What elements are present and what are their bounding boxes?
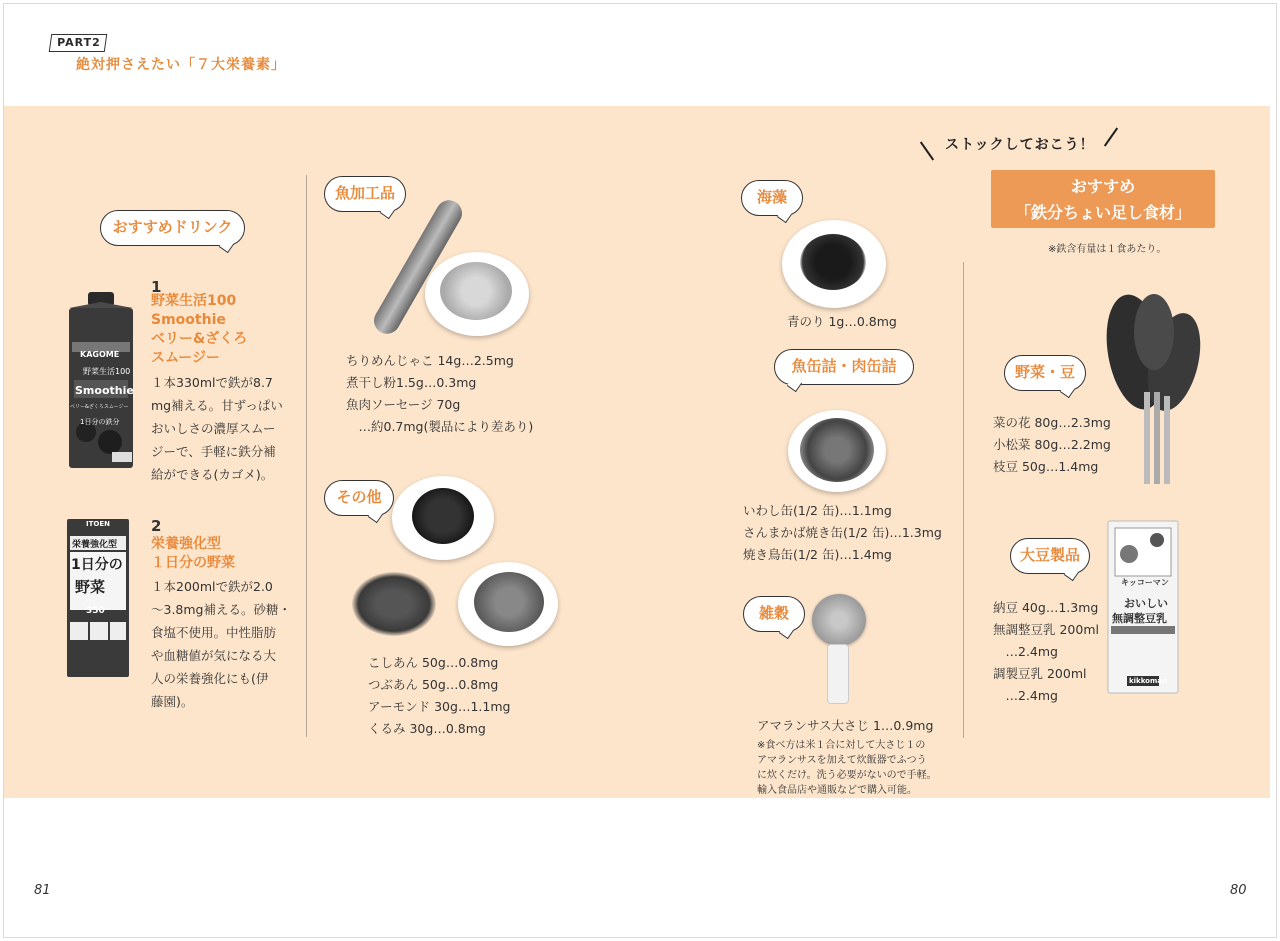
iron-content-note: ※鉄含有量は１食あたり。	[1048, 244, 1167, 255]
drink-2-desc: １本200mlで鉄が2.0 〜3.8mg補える。砂糖・ 食塩不使用。中性脂肪 や血糖値が気になる大 人の栄養強化にも(伊 藤園)。	[151, 579, 291, 709]
cans-list	[743, 500, 942, 566]
grains-note-line: ※食べ方は米１合に対して大さじ１の	[757, 740, 926, 751]
others-item: つぶあん 50g…0.8mg	[368, 677, 499, 692]
fish-item: ちりめんじゃこ 14g…2.5mg	[346, 353, 514, 368]
cans-bubble: 魚缶詰・肉缶詰	[774, 349, 914, 385]
recommend-title-1: おすすめ	[1070, 177, 1136, 196]
drink-1-number: 1	[151, 278, 162, 296]
veg-item: 菜の花 80g…2.3mg	[993, 415, 1111, 430]
komatsuna-illustration	[1096, 292, 1206, 488]
cans-item: 焼き鳥缶(1/2 缶)…1.4mg	[743, 547, 892, 562]
veg-item: 小松菜 80g…2.2mg	[993, 437, 1111, 452]
walnut-food	[474, 572, 544, 632]
kagome-smoothie-package	[66, 292, 136, 470]
recommend-title-box	[991, 170, 1215, 228]
amaranth-spoon-handle	[827, 644, 849, 704]
soy-item: 納豆 40g…1.3mg	[993, 600, 1099, 615]
itoen-line2: 1日分の	[71, 557, 123, 573]
soymilk-logo: kikkoman	[1129, 677, 1167, 685]
soy-bubble: 大豆製品	[1010, 538, 1090, 574]
others-list	[368, 652, 510, 740]
fish-item: 魚肉ソーセージ 70g	[346, 397, 461, 412]
soymilk-line2: 無調整豆乳	[1112, 612, 1167, 625]
itoen-price: 350	[86, 606, 105, 616]
divider-left	[306, 175, 307, 737]
veg-list	[993, 412, 1111, 478]
others-item: アーモンド 30g…1.1mg	[368, 699, 511, 714]
grains-note-line: アマランサスを加えて炊飯器でふつう	[757, 755, 927, 766]
veg-bubble: 野菜・豆	[1004, 355, 1086, 391]
veg-item: 枝豆 50g…1.4mg	[993, 459, 1099, 474]
others-item: くるみ 30g…0.8mg	[368, 721, 486, 736]
grains-note-line: 輸入食品店や通販などで購入可能。	[757, 785, 917, 796]
itoen-line1: 栄養強化型	[72, 540, 118, 550]
soymilk-line1: おいしい	[1124, 597, 1168, 610]
grains-note-line: に炊くだけ。洗う必要がないので手軽。	[757, 770, 937, 781]
grains-list	[757, 715, 933, 737]
divider-right	[963, 262, 964, 738]
drink-2-name: 栄養強化型 １日分の野菜	[151, 536, 235, 571]
soymilk-brand: キッコーマン	[1121, 578, 1169, 587]
soy-item: 調製豆乳 200ml	[993, 666, 1087, 681]
others-bubble: その他	[324, 480, 394, 516]
itoen-brand: ITOEN	[86, 520, 110, 528]
cans-food	[800, 418, 874, 482]
seaweed-list	[787, 311, 897, 333]
page-number-left: 81	[34, 883, 51, 898]
drink-1-name: 野菜生活100 Smoothie ベリー&ざくろ スムージー	[151, 293, 248, 366]
fish-item: …約0.7mg(製品により差あり)	[346, 419, 534, 434]
soy-item: …2.4mg	[993, 644, 1058, 659]
soy-item: 無調整豆乳 200ml	[993, 622, 1099, 637]
anko-food	[412, 488, 474, 544]
kagome-line1: 野菜生活100	[83, 367, 131, 376]
aonori-food	[800, 234, 866, 290]
drink-bubble: おすすめドリンク	[100, 210, 245, 246]
cans-item: さんまかば焼き缶(1/2 缶)…1.3mg	[743, 525, 942, 540]
page-heading: 絶対押さえたい「７大栄養素」	[76, 57, 286, 73]
jako-food	[440, 262, 512, 320]
others-item: こしあん 50g…0.8mg	[368, 655, 499, 670]
almonds	[352, 572, 436, 636]
fish-item: 煮干し粉1.5g…0.3mg	[346, 375, 477, 390]
soy-item: …2.4mg	[993, 688, 1058, 703]
stock-caption: ストックしておこう！	[945, 137, 1095, 153]
kagome-line3: ベリー&ざくろスムージー	[70, 404, 129, 410]
cans-item: いわし缶(1/2 缶)…1.1mg	[743, 503, 892, 518]
amaranth-spoon-bowl	[812, 594, 866, 646]
fish-bubble: 魚加工品	[324, 176, 406, 212]
grains-bubble: 雑穀	[743, 596, 805, 632]
page-number-right: 80	[1230, 883, 1247, 898]
kagome-line2: Smoothie	[75, 384, 134, 397]
itoen-line3: 野菜	[75, 578, 106, 596]
drink-2-number: 2	[151, 517, 162, 535]
grains-item: アマランサス大さじ 1…0.9mg	[757, 718, 934, 733]
recommend-title-2: 「鉄分ちょい足し食材」	[1014, 203, 1191, 222]
grains-note	[757, 738, 937, 798]
fish-list	[346, 350, 533, 438]
part-tag: PART2	[49, 34, 108, 52]
kagome-brand: KAGOME	[80, 350, 120, 359]
soy-list	[993, 597, 1099, 707]
drink-1-desc: １本330mlで鉄が8.7 mg補える。甘ずっぱい おいしさの濃厚スムー ジーで、手軽に鉄分補 給ができる(カゴメ)。	[151, 375, 283, 482]
kagome-line4: 1日分の鉄分	[80, 418, 120, 426]
seaweed-item: 青のり 1g…0.8mg	[787, 314, 897, 329]
seaweed-bubble: 海藻	[741, 180, 803, 216]
